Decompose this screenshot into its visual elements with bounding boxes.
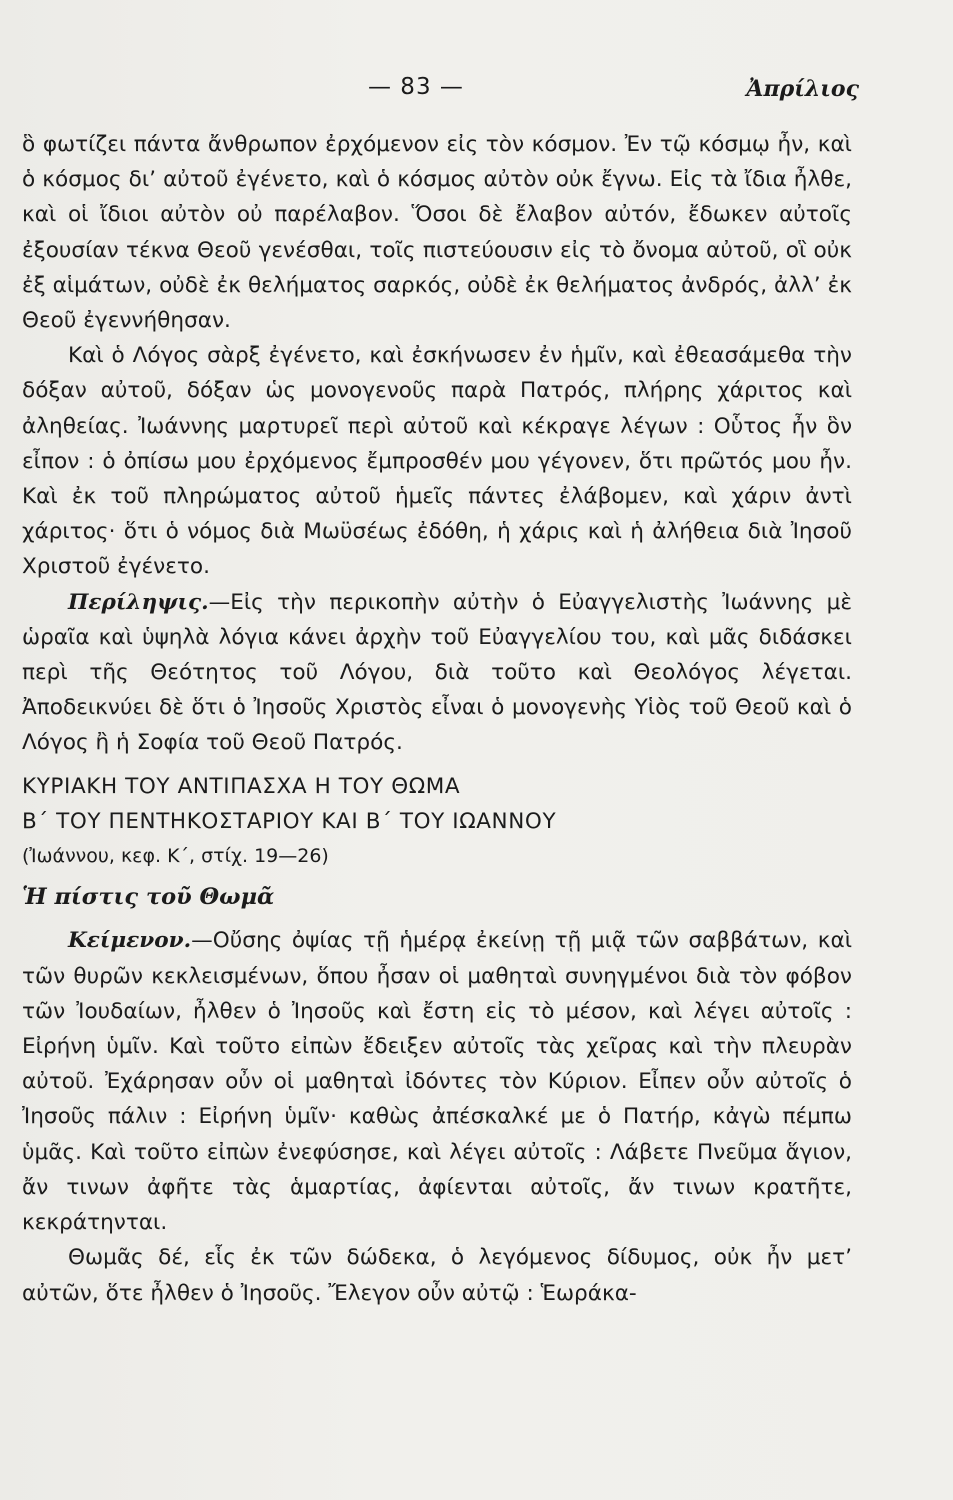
scripture-reference: (Ἰωάννου, κεφ. Κ΄, στίχ. 19—26) xyxy=(22,845,329,868)
page-header xyxy=(0,74,953,114)
paragraph-logos: Καὶ ὁ Λόγος σὰρξ ἐγένετο, καὶ ἐσκήνωσεν ἐν ἡμῖν, καὶ ἐθεασάμεθα τὴν δόξαν αὐτοῦ, δόξαν ὡς μονογενοῦς παρὰ Πατρός, πλήρης χάριτος καὶ ἀληθείας. Ἰωάννης μαρτυρεῖ περὶ αὐτοῦ καὶ κέκραγε λέγων : Οὗτος ἦν ὃν εἶπον : ὁ ὀπίσω μου ἐρχόμενος ἔμπροσθέν μου γέγονεν, ὅτι πρῶτός μου ἦν. Καὶ ἐκ τοῦ πληρώματος αὐτοῦ ἡμεῖς πάντες ἐλάβομεν, καὶ χάριν ἀντὶ χάριτος· ὅτι ὁ νόμος διὰ Μωϋσέως ἐδόθη, ἡ χάρις καὶ ἡ ἀλήθεια διὰ Ἰησοῦ Χριστοῦ ἐγένετο. xyxy=(22,343,852,580)
running-head: Ἀπρίλιος xyxy=(746,76,859,102)
gospel-text: —Οὔσης ὀψίας τῇ ἡμέρᾳ ἐκείνῃ τῇ μιᾷ τῶν σαββάτων, καὶ τῶν θυρῶν κεκλεισμένων, ὅπου ἦσαν οἱ μαθηταὶ συνηγμένοι διὰ τὸν φόβον τῶν Ἰουδαίων, ἦλθεν ὁ Ἰησοῦς καὶ ἔστη εἰς τὸ μέσον, καὶ λέγει αὐτοῖς : Εἰρήνη ὑμῖν. Καὶ τοῦτο εἰπὼν ἔδειξεν αὐτοῖς τὰς χεῖρας καὶ τὴν πλευρὰν αὐτοῦ. Ἐχάρησαν οὖν οἱ μαθηταὶ ἰδόντες τὸν Κύριον. Εἶπεν οὖν αὐτοῖς ὁ Ἰησοῦς πάλιν : Εἰρήνη ὑμῖν· καθὼς ἀπέσκαλκέ με ὁ Πατήρ, κἀγὼ πέμπω ὑμᾶς. Καὶ τοῦτο εἰπὼν ἐνεφύσησε, καὶ λέγει αὐτοῖς : Λάβετε Πνεῦμα ἅγιον, ἄν τινων ἀφῆτε τὰς ἁμαρτίας, ἀφίενται αὐτοῖς, ἄν τινων κρατῆτε, κεκράτηνται. xyxy=(22,928,852,1236)
summary-label: Περίληψις. xyxy=(68,589,209,615)
paragraph-thomas: Θωμᾶς δέ, εἷς ἐκ τῶν δώδεκα, ὁ λεγόμενος δίδυμος, οὐκ ἦν μετ’ αὐτῶν, ὅτε ἦλθεν ὁ Ἰησοῦς. Ἔλεγον οὖν αὐτῷ : Ἑωράκα- xyxy=(22,1245,852,1306)
page-body xyxy=(22,127,852,1311)
sunday-heading-line1: ΚΥΡΙΑΚΗ ΤΟΥ ΑΝΤΙΠΑΣΧΑ Η ΤΟΥ ΘΩΜΑ xyxy=(22,773,461,799)
summary-text: —Εἰς τὴν περικοπὴν αὐτὴν ὁ Εὐαγγελιστὴς Ἰωάννης μὲ ὡραῖα καὶ ὑψηλὰ λόγια κάνει ἀρχὴν τοῦ Εὐαγγελίου του, καὶ μᾶς διδάσκει περὶ τῆς Θεότητος τοῦ Λόγου, διὰ τοῦτο καὶ Θεολόγος λέγεται. Ἀποδεικνύει δὲ ὅτι ὁ Ἰησοῦς Χριστὸς εἶναι ὁ μονογενὴς Υἱὸς τοῦ Θεοῦ καὶ ὁ Λόγος ἢ ἡ Σοφία τοῦ Θεοῦ Πατρός. xyxy=(22,589,852,756)
page-number: — 83 — xyxy=(368,74,464,100)
section-title: Ἡ πίστις τοῦ Θωμᾶ xyxy=(22,884,275,911)
text-label: Κείμενον. xyxy=(68,928,192,954)
paragraph-continuation: ὃ φωτίζει πάντα ἄνθρωπον ἐρχόμενον εἰς τὸν κόσμον. Ἐν τῷ κόσμῳ ἦν, καὶ ὁ κόσμος δι’ αὐτοῦ ἐγένετο, καὶ ὁ κόσμος αὐτὸν οὐκ ἔγνω. Εἰς τὰ ἴδια ἦλθε, καὶ οἱ ἴδιοι αὐτὸν οὐ παρέλαβον. Ὅσοι δὲ ἔλαβον αὐτόν, ἔδωκεν αὐτοῖς ἐξουσίαν τέκνα Θεοῦ γενέσθαι, τοῖς πιστεύουσιν εἰς τὸ ὄνομα αὐτοῦ, οἳ οὐκ ἐξ αἱμάτων, οὐδὲ ἐκ θελήματος σαρκός, οὐδὲ ἐκ θελήματος ἀνδρός, ἀλλ’ ἐκ Θεοῦ ἐγεννήθησαν. xyxy=(22,132,852,334)
summary-paragraph xyxy=(22,585,852,761)
sunday-heading-line2: Β΄ ΤΟΥ ΠΕΝΤΗΚΟΣΤΑΡΙΟΥ ΚΑΙ Β΄ ΤΟΥ ΙΩΑΝΝΟΥ xyxy=(22,808,557,834)
gospel-text-paragraph xyxy=(22,923,852,1240)
